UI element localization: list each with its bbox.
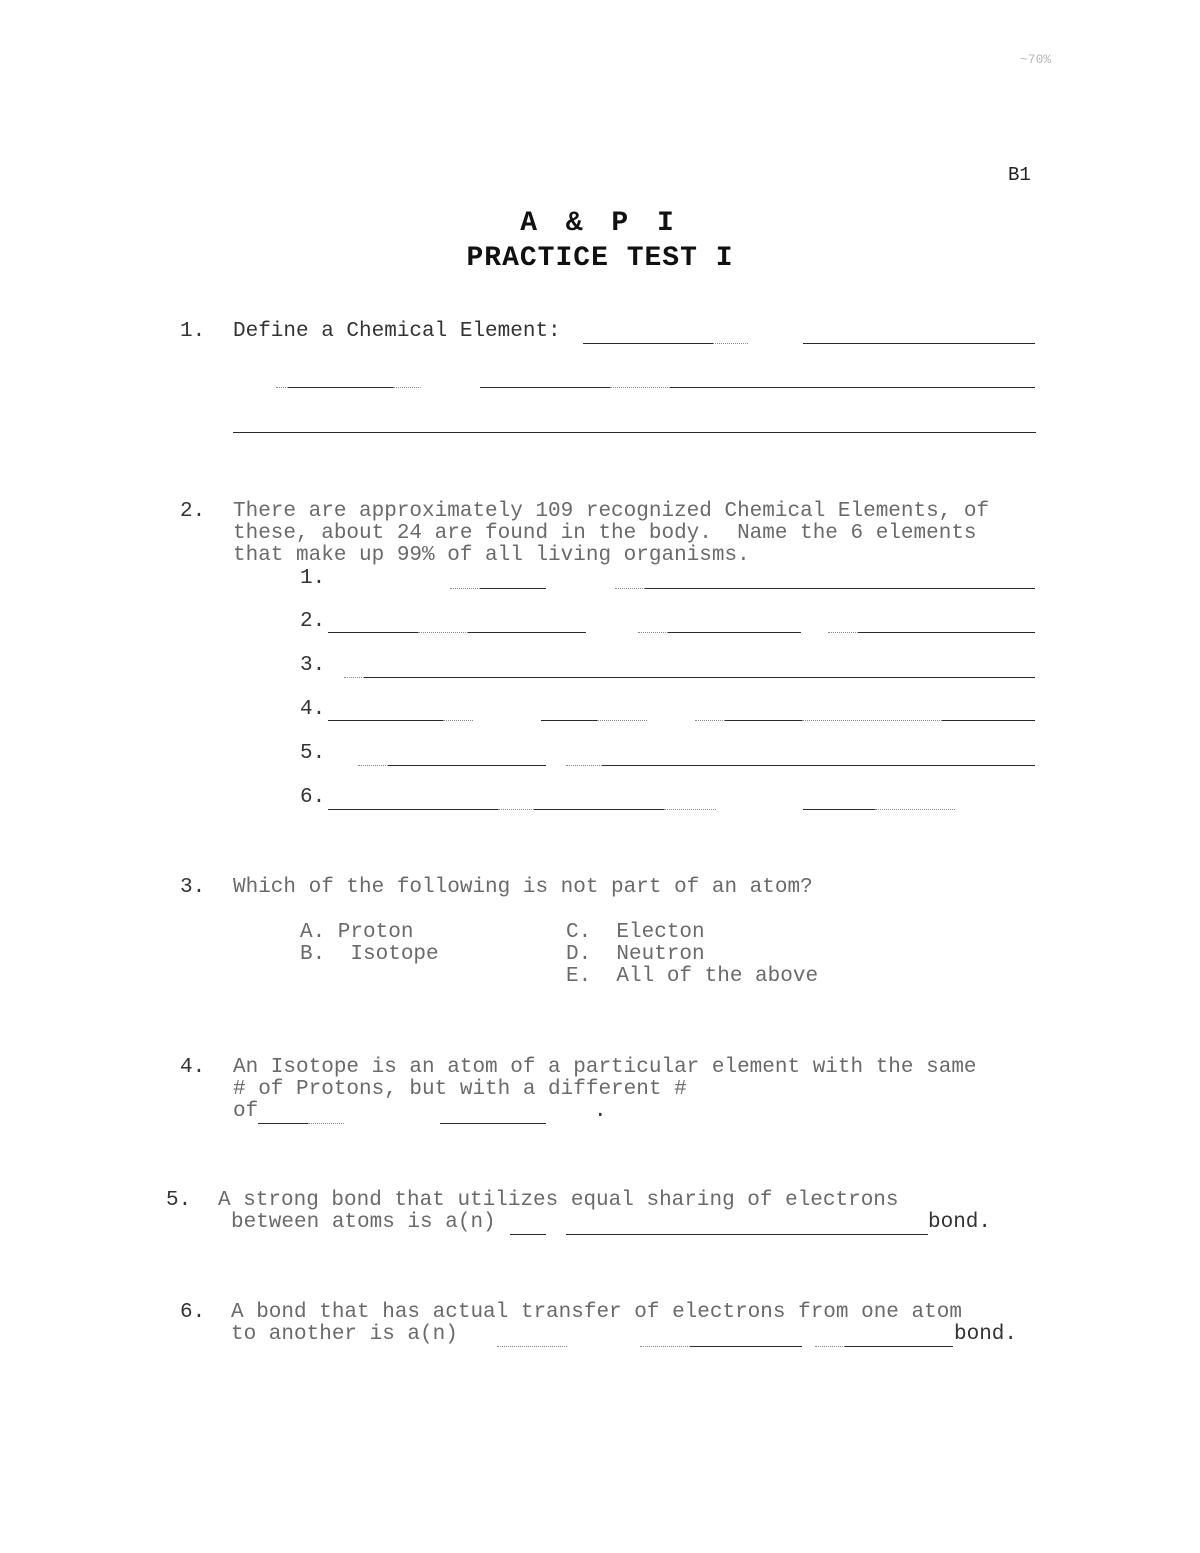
- q5-text-line-1: A strong bond that utilizes equal sharing of electrons: [218, 1189, 899, 1212]
- q2-answer-4-blank-a[interactable]: [328, 720, 443, 721]
- q5-text-line-2: between atoms is a(n): [231, 1211, 496, 1234]
- q3-number: 3.: [180, 876, 206, 899]
- q2-answer-1-label: 1.: [300, 567, 326, 590]
- q1-line2-dots-b: [393, 387, 421, 388]
- q3-option-d[interactable]: D. Neutron: [566, 943, 705, 966]
- q1-line2-seg-3[interactable]: [670, 387, 1035, 388]
- q2-text-line-1: There are approximately 109 recognized Chemical Elements, of: [233, 500, 990, 523]
- q2-a6-dots-b: [664, 809, 716, 810]
- q2-a6-dots-c: [875, 809, 955, 810]
- q3-text: Which of the following is not part of an atom?: [233, 876, 813, 899]
- q2-answer-4-blank-c[interactable]: [725, 720, 802, 721]
- q6-text-line-2: to another is a(n): [231, 1323, 458, 1346]
- q2-a2-dots-c: [828, 632, 858, 633]
- q1-number: 1.: [180, 320, 206, 343]
- q2-answer-2-blank-a[interactable]: [328, 632, 418, 633]
- q4-blank-dots: [308, 1123, 344, 1124]
- q3-option-b[interactable]: B. Isotope: [300, 943, 439, 966]
- q2-a4-dots-d: [802, 720, 942, 721]
- corner-mark: ~70%: [1020, 52, 1052, 67]
- q2-text-line-2: these, about 24 are found in the body. Name the 6 elements: [233, 522, 977, 545]
- q4-text-line-1: An Isotope is an atom of a particular element with the same: [233, 1056, 977, 1079]
- q2-answer-5-blank-a[interactable]: [388, 765, 546, 766]
- q1-blank-2[interactable]: [803, 343, 1035, 344]
- q2-a1-dots-a: [450, 588, 480, 589]
- q3-option-c[interactable]: C. Electon: [566, 921, 705, 944]
- q2-a1-dots-b: [615, 588, 645, 589]
- q2-answer-1-blank-a[interactable]: [480, 588, 546, 589]
- q1-line2-seg-2[interactable]: [480, 387, 610, 388]
- q2-a5-dots-a: [358, 765, 388, 766]
- q2-a4-dots-c: [695, 720, 725, 721]
- q2-answer-2-blank-c[interactable]: [668, 632, 801, 633]
- q2-text-line-3: that make up 99% of all living organisms.: [233, 544, 750, 567]
- q6-end: bond.: [954, 1323, 1018, 1346]
- q2-answer-4-blank-b[interactable]: [541, 720, 597, 721]
- q2-answer-6-blank-a[interactable]: [328, 809, 498, 810]
- q2-answer-2-blank-d[interactable]: [858, 632, 1035, 633]
- q2-answer-4-label: 4.: [300, 698, 326, 721]
- q4-number: 4.: [180, 1056, 206, 1079]
- q2-number: 2.: [180, 500, 206, 523]
- q5-number: 5.: [166, 1189, 192, 1212]
- q2-answer-6-label: 6.: [300, 786, 326, 809]
- q2-a4-dots-b: [597, 720, 647, 721]
- q4-end: .: [594, 1100, 607, 1123]
- q1-blank-1[interactable]: [583, 343, 713, 344]
- q4-blank-b[interactable]: [440, 1123, 546, 1124]
- q4-blank-a[interactable]: [258, 1123, 308, 1124]
- q2-answer-2-blank-b[interactable]: [468, 632, 586, 633]
- q2-answer-6-blank-c[interactable]: [803, 809, 875, 810]
- q6-blank-a[interactable]: [690, 1346, 802, 1347]
- q2-answer-4-blank-d[interactable]: [942, 720, 1035, 721]
- q2-a3-dots: [344, 677, 364, 678]
- q5-end: bond.: [928, 1211, 992, 1234]
- q2-a6-dots-a: [498, 809, 534, 810]
- q6-blank-dots-b: [640, 1346, 690, 1347]
- q6-blank-b[interactable]: [845, 1346, 953, 1347]
- q5-blank-a[interactable]: [510, 1234, 546, 1235]
- q2-a4-dots-a: [443, 720, 473, 721]
- q4-text-line-3: of: [233, 1100, 259, 1123]
- q2-a2-dots-a: [418, 632, 468, 633]
- page-code: B1: [1008, 164, 1031, 186]
- q2-a5-dots-b: [566, 765, 602, 766]
- q2-answer-3-label: 3.: [300, 654, 326, 677]
- q3-option-a[interactable]: A. Proton: [300, 921, 414, 944]
- q5-blank-b[interactable]: [566, 1234, 928, 1235]
- q6-text-line-1: A bond that has actual transfer of electrons from one atom: [231, 1301, 962, 1324]
- q2-answer-6-blank-b[interactable]: [534, 809, 664, 810]
- q4-text-line-2: # of Protons, but with a different #: [233, 1078, 687, 1101]
- q2-a2-dots-b: [638, 632, 668, 633]
- q1-line3[interactable]: [233, 432, 1036, 433]
- q2-answer-3-blank[interactable]: [364, 677, 1035, 678]
- q2-answer-1-blank-b[interactable]: [645, 588, 1035, 589]
- q2-answer-2-label: 2.: [300, 610, 326, 633]
- q1-line2-dots-c: [610, 387, 670, 388]
- q2-answer-5-label: 5.: [300, 742, 326, 765]
- q1-line2-seg-1[interactable]: [288, 387, 393, 388]
- q1-blank-dots: [713, 343, 748, 344]
- q3-option-e[interactable]: E. All of the above: [566, 965, 819, 988]
- q2-answer-5-blank-b[interactable]: [602, 765, 1035, 766]
- q1-line2-dots-a: [276, 387, 288, 388]
- title-line-2: PRACTICE TEST I: [466, 243, 734, 274]
- q6-blank-dots-a: [497, 1346, 567, 1347]
- q1-text: Define a Chemical Element:: [233, 320, 561, 343]
- title-line-1: A & P I: [520, 208, 680, 239]
- q6-number: 6.: [180, 1301, 206, 1324]
- q6-blank-dots-c: [815, 1346, 845, 1347]
